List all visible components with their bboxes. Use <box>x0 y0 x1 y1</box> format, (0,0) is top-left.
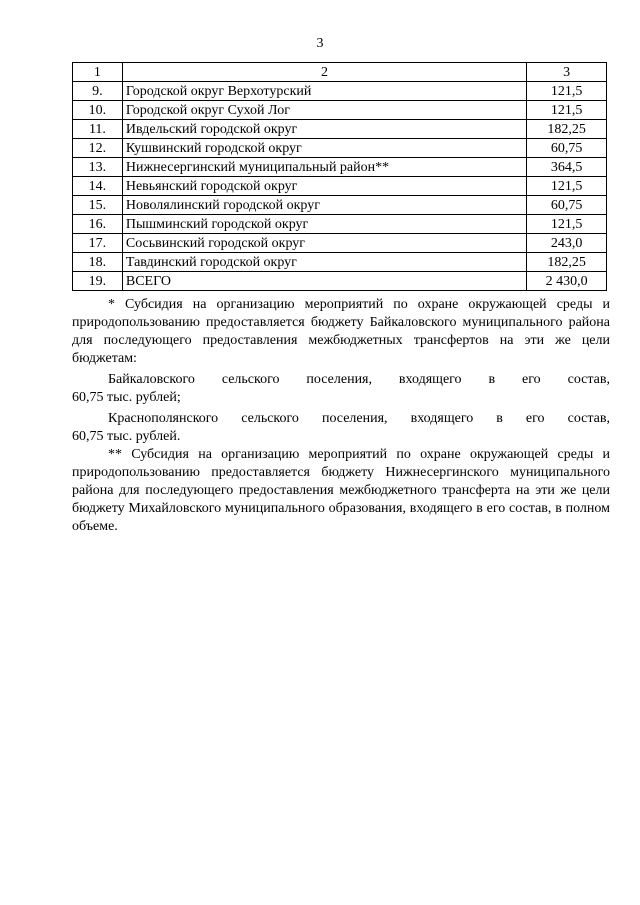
table-row <box>73 196 607 215</box>
table-row <box>73 215 607 234</box>
row-number: 9. <box>73 82 123 101</box>
row-number: 10. <box>73 101 123 120</box>
row-amount: 60,75 <box>527 139 607 158</box>
row-amount: 2 430,0 <box>527 272 607 291</box>
row-amount: 121,5 <box>527 82 607 101</box>
row-number: 19. <box>73 272 123 291</box>
table-row <box>73 101 607 120</box>
page-number: 3 <box>316 36 324 51</box>
row-amount: 182,25 <box>527 253 607 272</box>
row-name: Городской округ Сухой Лог <box>122 101 526 120</box>
row-amount: 243,0 <box>527 234 607 253</box>
row-name: ВСЕГО <box>122 272 526 291</box>
table-row <box>73 272 607 291</box>
row-number: 16. <box>73 215 123 234</box>
row-name: Новолялинский городской округ <box>122 196 526 215</box>
footnote-item-line: Байкаловского сельского поселения, входящего в его состав, <box>108 372 610 387</box>
footnote-single-star: * Субсидия на организацию мероприятий по охране окружающей среды и природопользованию предоставляется бюджету Байкаловского муниципального района для последующего предоставления межбюджетных трансфертов на эти же цели бюджетам: <box>72 297 610 366</box>
row-number: 14. <box>73 177 123 196</box>
row-number: 15. <box>73 196 123 215</box>
row-name: Пышминский городской округ <box>122 215 526 234</box>
footnote-item-line: 60,75 тыс. рублей. <box>72 429 181 444</box>
column-header: 3 <box>527 63 607 82</box>
table-row <box>73 139 607 158</box>
table-row <box>73 234 607 253</box>
row-number: 11. <box>73 120 123 139</box>
table-row <box>73 120 607 139</box>
row-name: Сосьвинский городской округ <box>122 234 526 253</box>
row-name: Нижнесергинский муниципальный район** <box>122 158 526 177</box>
footnote-double-star: ** Субсидия на организацию мероприятий по охране окружающей среды и природопользованию предоставляется бюджету Нижнесергинского муниципального района для последующего предоставления межбюджетного трансферта на эти же цели бюджету Михайловского муниципального образования, входящего в его состав, в полном объеме. <box>72 447 610 534</box>
footnote-item-line: Краснополянского сельского поселения, входящего в его состав, <box>108 411 610 426</box>
row-number: 12. <box>73 139 123 158</box>
row-amount: 121,5 <box>527 101 607 120</box>
row-number: 18. <box>73 253 123 272</box>
row-amount: 121,5 <box>527 215 607 234</box>
subsidy-table <box>72 62 607 291</box>
row-amount: 364,5 <box>527 158 607 177</box>
table-row <box>73 158 607 177</box>
row-name: Ивдельский городской округ <box>122 120 526 139</box>
row-name: Тавдинский городской округ <box>122 253 526 272</box>
table-row <box>73 177 607 196</box>
row-amount: 121,5 <box>527 177 607 196</box>
table-row <box>73 82 607 101</box>
row-name: Невьянский городской округ <box>122 177 526 196</box>
column-header: 1 <box>73 63 123 82</box>
row-number: 17. <box>73 234 123 253</box>
row-name: Кушвинский городской округ <box>122 139 526 158</box>
row-amount: 182,25 <box>527 120 607 139</box>
table-header-row <box>73 63 607 82</box>
row-number: 13. <box>73 158 123 177</box>
table-row <box>73 253 607 272</box>
footnotes <box>72 296 610 536</box>
row-amount: 60,75 <box>527 196 607 215</box>
row-name: Городской округ Верхотурский <box>122 82 526 101</box>
footnote-item-line: 60,75 тыс. рублей; <box>72 390 181 405</box>
column-header: 2 <box>122 63 526 82</box>
